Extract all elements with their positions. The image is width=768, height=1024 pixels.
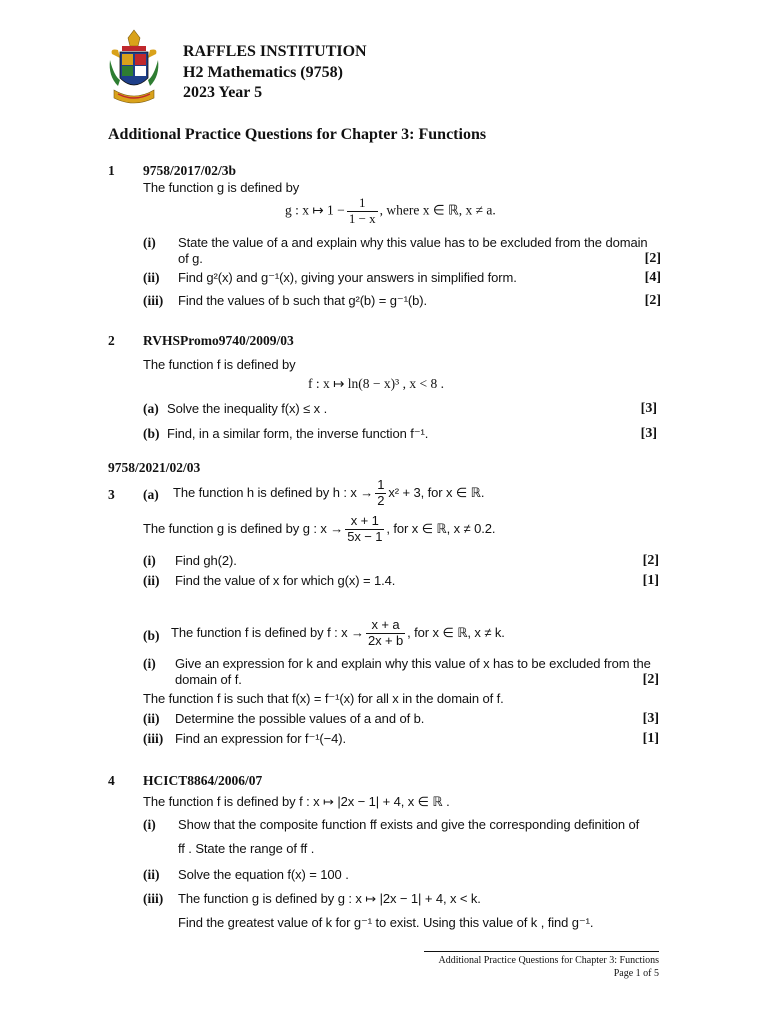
q2-a-marks: [3] xyxy=(640,401,657,416)
q3-b-iii-text: Find an expression for f⁻¹(−4). xyxy=(175,731,347,746)
q3-g-text-left: The function g is defined by g : x → xyxy=(143,520,344,536)
q3-a-text-right: x² + 3, for x ∈ ℝ. xyxy=(388,484,485,500)
q3-b-iii-marks: [1] xyxy=(642,731,659,746)
q1-i-text-1: State the value of a and explain why this value has to be excluded from the domain xyxy=(178,235,648,250)
q2-a-label: (a) xyxy=(143,401,159,416)
q3-number: 3 xyxy=(108,487,115,502)
q3-a-definition xyxy=(173,478,484,509)
q3-g-text-right: , for x ∈ ℝ, x ≠ 0.2. xyxy=(386,520,496,536)
q1-ii-marks: [4] xyxy=(644,270,661,285)
q2-b-marks: [3] xyxy=(640,426,657,441)
q4-iii-text: The function g is defined by g : x ↦ |2x − 1| + 4, x < k. xyxy=(178,891,481,906)
q4-i-text-1: Show that the composite function ff exists and give the corresponding definition of xyxy=(178,817,640,832)
q1-i-text-2: of g. xyxy=(178,251,203,266)
q1-def-left: g : x ↦ 1 − xyxy=(285,202,345,218)
q3-b-ii-label: (ii) xyxy=(143,711,160,726)
q3-b-text-right: , for x ∈ ℝ, x ≠ k. xyxy=(407,624,505,640)
q1-def-right: , where x ∈ ℝ, x ≠ a. xyxy=(379,202,496,218)
q3-b-text-left: The function f is defined by f : x → xyxy=(171,624,364,640)
q3-b-i-text-1: Give an expression for k and explain why this value of x has to be excluded from the xyxy=(175,656,651,671)
q1-reference: 9758/2017/02/3b xyxy=(143,163,237,178)
q3-a-ii-label: (ii) xyxy=(143,573,160,588)
q4-number: 4 xyxy=(108,773,115,788)
q3-a-i-marks: [2] xyxy=(642,553,659,568)
q3-a-frac-num: 1 xyxy=(377,477,385,492)
q1-frac-den: 1 − x xyxy=(348,210,376,226)
q4-ii-text: Solve the equation f(x) = 100 . xyxy=(178,867,349,882)
q2-number: 2 xyxy=(108,333,115,348)
q3-a-ii-text: Find the value of x for which g(x) = 1.4. xyxy=(175,573,396,588)
q1-frac-num: 1 xyxy=(347,196,378,212)
institution-name: RAFFLES INSTITUTION xyxy=(183,43,367,60)
q3-b-such: The function f is such that f(x) = f⁻¹(x) for all x in the domain of f. xyxy=(143,691,504,706)
q2-definition: f : x ↦ ln(8 − x)³ , x < 8 . xyxy=(308,376,444,391)
q3-b-frac-den: 2x + b xyxy=(367,632,404,648)
q3-a-ii-marks: [1] xyxy=(642,573,659,588)
q3-g-definition xyxy=(143,514,495,545)
q4-reference: HCICT8864/2006/07 xyxy=(143,773,263,788)
q4-iii-label: (iii) xyxy=(143,891,164,906)
q3-g-frac-num: x + 1 xyxy=(345,514,384,530)
q4-ii-label: (ii) xyxy=(143,867,160,882)
q2-a-text: Solve the inequality f(x) ≤ x . xyxy=(167,401,328,416)
q2-intro: The function f is defined by xyxy=(143,357,296,372)
q3-a-fraction xyxy=(375,478,386,509)
q4-iii-text-2: Find the greatest value of k for g⁻¹ to exist. Using this value of k , find g⁻¹. xyxy=(178,915,594,930)
footer-title: Additional Practice Questions for Chapter 3: Functions xyxy=(438,955,659,966)
page-number: Page 1 of 5 xyxy=(613,968,659,979)
q1-iii-text: Find the values of b such that g²(b) = g⁻¹(b). xyxy=(178,293,428,308)
q3-reference: 9758/2021/02/03 xyxy=(108,460,201,475)
q3-a-label: (a) xyxy=(143,487,159,502)
q3-b-definition xyxy=(171,618,505,649)
q3-b-i-marks: [2] xyxy=(642,672,659,687)
q2-reference: RVHSPromo9740/2009/03 xyxy=(143,333,294,348)
q3-g-frac-den: 5x − 1 xyxy=(347,528,383,544)
q3-b-label: (b) xyxy=(143,628,160,643)
q1-iii-label: (iii) xyxy=(143,293,164,308)
q3-b-ii-marks: [3] xyxy=(642,711,659,726)
q3-b-fraction xyxy=(366,618,405,649)
raffles-crest-logo xyxy=(108,28,160,110)
academic-year: 2023 Year 5 xyxy=(183,84,263,101)
q3-b-iii-label: (iii) xyxy=(143,731,164,746)
q1-fraction xyxy=(347,196,378,227)
q1-i-label: (i) xyxy=(143,235,156,250)
q1-ii-label: (ii) xyxy=(143,270,160,285)
q4-i-label: (i) xyxy=(143,817,156,832)
q2-b-label: (b) xyxy=(143,426,160,441)
q4-intro: The function f is defined by f : x ↦ |2x − 1| + 4, x ∈ ℝ . xyxy=(143,794,450,809)
q3-b-i-label: (i) xyxy=(143,656,156,671)
q3-b-frac-num: x + a xyxy=(366,618,405,634)
page-title: Additional Practice Questions for Chapter 3: Functions xyxy=(108,126,487,143)
q3-b-i-text-2: domain of f. xyxy=(175,672,242,687)
q1-intro: The function g is defined by xyxy=(143,180,300,195)
q1-number: 1 xyxy=(108,163,115,178)
footer-rule xyxy=(424,951,659,952)
q1-iii-marks: [2] xyxy=(644,293,661,308)
course-name: H2 Mathematics (9758) xyxy=(183,64,343,81)
q3-a-i-label: (i) xyxy=(143,553,156,568)
q3-a-text-left: The function h is defined by h : x → xyxy=(173,484,374,500)
q3-a-i-text: Find gh(2). xyxy=(175,553,237,568)
q1-i-marks: [2] xyxy=(644,251,661,266)
q1-ii-text: Find g²(x) and g⁻¹(x), giving your answers in simplified form. xyxy=(178,270,517,285)
q3-a-frac-den: 2 xyxy=(377,492,385,508)
q4-i-text-2: ff . State the range of ff . xyxy=(178,841,315,856)
q3-b-ii-text: Determine the possible values of a and of b. xyxy=(175,711,425,726)
q3-g-fraction xyxy=(345,514,384,545)
q1-definition xyxy=(285,196,496,227)
q2-b-text: Find, in a similar form, the inverse function f⁻¹. xyxy=(167,426,429,441)
